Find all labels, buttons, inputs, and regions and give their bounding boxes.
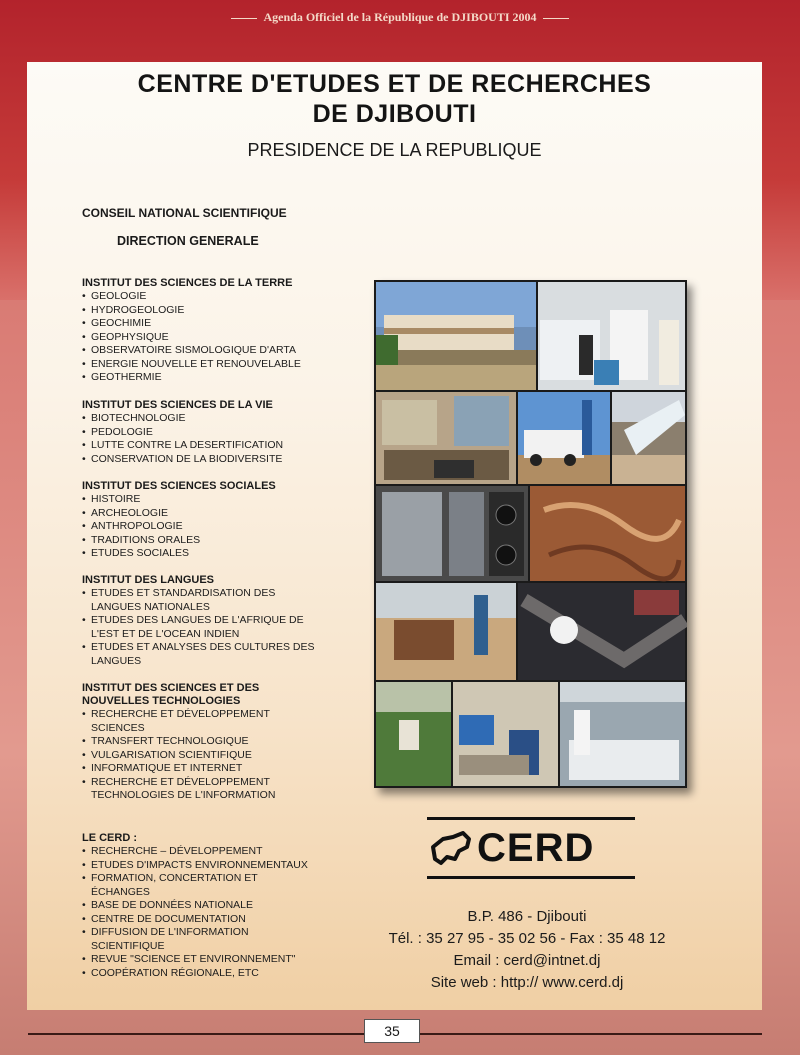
section-social-sciences	[82, 480, 352, 561]
content-panel	[27, 62, 762, 1010]
section-heading: INSTITUT DES SCIENCES DE LA VIE	[82, 399, 273, 411]
list-item: • REVUE "SCIENCE ET ENVIRONNEMENT"	[82, 953, 332, 967]
contact-website: Site web : http:// www.cerd.dj	[430, 974, 624, 991]
photo-water-flow	[612, 392, 685, 484]
list-item: • ETUDES ET STANDARDISATION DES LANGUES NATIONALES	[82, 587, 327, 614]
photo-satellite-map	[518, 583, 685, 680]
photo-agriculture	[376, 682, 451, 786]
list-item: • HISTOIRE	[82, 493, 352, 507]
photo-equipment-rack	[376, 486, 528, 581]
footer-rule-right	[420, 1033, 762, 1035]
logo-text: CERD	[477, 826, 595, 870]
list-item: • LUTTE CONTRE LA DESERTIFICATION	[82, 439, 352, 453]
list-item: • GEOTHERMIE	[82, 371, 352, 385]
direction-heading: DIRECTION GENERALE	[117, 234, 259, 248]
section-languages	[82, 574, 327, 668]
section-cerd	[82, 832, 332, 980]
council-heading: CONSEIL NATIONAL SCIENTIFIQUE	[82, 206, 287, 220]
page-number: 35	[364, 1019, 420, 1043]
section-heading: LE CERD :	[82, 832, 137, 844]
list-item: • RECHERCHE – DÉVELOPPEMENT	[82, 845, 332, 859]
list-item: • COOPÉRATION RÉGIONALE, ETC	[82, 967, 332, 981]
section-new-technologies	[82, 682, 292, 803]
running-header	[0, 10, 800, 25]
list-item: • CENTRE DE DOCUMENTATION	[82, 913, 332, 927]
list-item: • PEDOLOGIE	[82, 426, 352, 440]
list-item: • BIOTECHNOLOGIE	[82, 412, 352, 426]
list-item: • VULGARISATION SCIENTIFIQUE	[82, 749, 292, 763]
list-item: • INFORMATIQUE ET INTERNET	[82, 762, 292, 776]
photo-collage-art	[374, 280, 687, 788]
list-item: • ETUDES ET ANALYSES DES CULTURES DES LANGUES	[82, 641, 327, 668]
section-heading: INSTITUT DES LANGUES	[82, 574, 215, 586]
page-title-line1: CENTRE D'ETUDES ET DE RECHERCHES	[137, 70, 652, 98]
photo-computer-user	[453, 682, 558, 786]
photo-building	[376, 282, 536, 390]
list-item: • ETUDES D'IMPACTS ENVIRONNEMENTAUX	[82, 859, 332, 873]
list-item: • CONSERVATION DE LA BIODIVERSITE	[82, 453, 352, 467]
section-heading: INSTITUT DES SCIENCES ET DES NOUVELLES TECHNOLOGIES	[82, 682, 260, 707]
running-title: Agenda Officiel de la République de DJIBOUTI 2004	[263, 10, 537, 24]
list-item: • RECHERCHE ET DÉVELOPPEMENT TECHNOLOGIES DE L'INFORMATION	[82, 776, 292, 803]
list-item: • GEOPHYSIQUE	[82, 331, 352, 345]
cerd-logo	[427, 817, 635, 879]
logo-bottom-bar	[427, 876, 635, 879]
list-item: • ETUDES SOCIALES	[82, 547, 352, 561]
list-item: • TRANSFERT TECHNOLOGIQUE	[82, 735, 292, 749]
page-subtitle: PRESIDENCE DE LA REPUBLIQUE	[247, 140, 542, 160]
logo-top-bar	[427, 817, 635, 820]
contact-email: Email : cerd@intnet.dj	[453, 952, 601, 969]
section-life-sciences	[82, 399, 352, 466]
photo-collage	[374, 280, 687, 788]
list-item: • BASE DE DONNÉES NATIONALE	[82, 899, 332, 913]
list-item: • FORMATION, CONCERTATION ET ÉCHANGES	[82, 872, 261, 899]
contact-address: B.P. 486 - Djibouti	[467, 908, 587, 925]
list-item: • ARCHEOLOGIE	[82, 507, 352, 521]
list-item: • ANTHROPOLOGIE	[82, 520, 352, 534]
section-earth-sciences	[82, 277, 352, 385]
list-item: • GEOCHIMIE	[82, 317, 352, 331]
footer-rule-left	[28, 1033, 364, 1035]
contact-phone: Tél. : 35 27 95 - 35 02 56 - Fax : 35 48 12	[388, 930, 666, 947]
list-item: • TRADITIONS ORALES	[82, 534, 352, 548]
photo-laboratory	[538, 282, 685, 390]
photo-field-work	[376, 583, 516, 680]
section-heading: INSTITUT DES SCIENCES SOCIALES	[82, 480, 276, 492]
list-item: • HYDROGEOLOGIE	[82, 304, 352, 318]
list-item: • GEOLOGIE	[82, 290, 352, 304]
photo-vehicle-drilling	[518, 392, 610, 484]
photo-rock-art	[530, 486, 685, 581]
section-heading: INSTITUT DES SCIENCES DE LA TERRE	[82, 277, 293, 289]
cerd-map-icon	[429, 829, 475, 869]
photo-office	[376, 392, 516, 484]
list-item: • OBSERVATOIRE SISMOLOGIQUE D'ARTA	[82, 344, 352, 358]
list-item: • RECHERCHE ET DÉVELOPPEMENT SCIENCES	[82, 708, 292, 735]
list-item: • ENERGIE NOUVELLE ET RENOUVELABLE	[82, 358, 352, 372]
list-item: • ETUDES DES LANGUES DE L'AFRIQUE DE L'EST ET DE L'OCEAN INDIEN	[82, 614, 327, 641]
photo-lab-room	[560, 682, 685, 786]
page-title-line2: DE DJIBOUTI	[312, 100, 477, 128]
list-item: • DIFFUSION DE L'INFORMATION SCIENTIFIQUE	[82, 926, 271, 953]
